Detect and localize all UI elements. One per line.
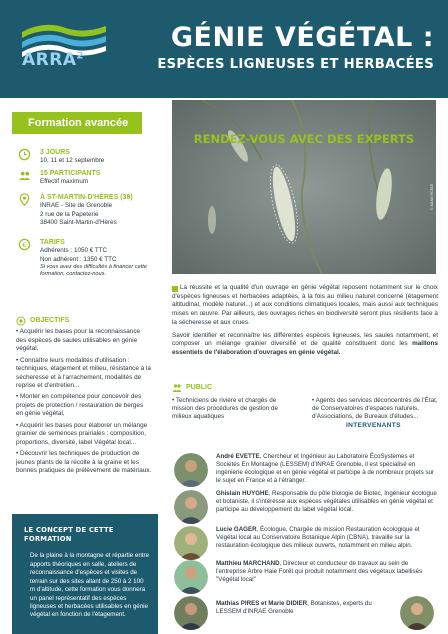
dates-block	[18, 148, 158, 166]
public-section	[172, 383, 438, 421]
avatar	[174, 453, 208, 487]
person-card	[170, 490, 440, 524]
person-name: Lucie GAGER	[216, 526, 257, 533]
willow-catkin-photo	[172, 100, 436, 274]
people-icon	[172, 383, 182, 393]
person-desc: , Responsable du pôle biologie de Biotec, Ingénieur écologue et botaniste, il s'intéresse aux espèces végétales utilisables en génie végétal et participe au développement du label végétal local.	[216, 490, 437, 514]
public-right: • Agents des services déconcentrés de l'État, de Conservatoires d'espaces naturels, d'Associations, de Bureaux d'études...	[312, 397, 438, 421]
objectives-title: OBJECTIFS	[16, 316, 152, 325]
participants-title: 15 PARTICIPANTS	[40, 170, 101, 177]
photo-caption: RENDEZ-VOUS AVEC DES EXPERTS	[193, 132, 415, 146]
location-block	[18, 193, 158, 227]
location-line: 2 rue de la Papeterie	[40, 210, 99, 218]
objectives-section	[16, 316, 152, 475]
dates-title: 3 JOURS	[40, 149, 70, 156]
objective-item: • Acquérir les bases pour la reconnaissance des espèces de saules utilisables en génie végétal,	[16, 328, 141, 353]
public-left: • Techniciens de rivière et chargés de mission des procédures de gestion de milieux aquatiques	[172, 397, 279, 421]
person-desc: , Chercheur et Ingénieur au Laboratoire ÉcoSystèmes et Sociétés En Montagne (LESSEM) d'INRAE Grenoble, il est spécialisé en ingénierie écologique et en génie végétal et participe à de nombreux projets sur le sujet en France et à l'étranger.	[216, 453, 435, 485]
person-name: Mathias PIRES et Marie DIDIER	[216, 600, 308, 607]
tarifs-title: TARIFS	[40, 239, 65, 246]
logo-text: ARRA$^2$	[22, 50, 84, 70]
tarif-line: Non adhérent : 1350 € TTC	[40, 255, 117, 263]
tarif-line: Adhérents : 1050 € TTC	[40, 247, 108, 255]
arra-logo-icon	[14, 18, 114, 80]
objective-item: • Monter en compétence pour concevoir des projets de protection / restauration de berges en génie végétal,	[16, 393, 144, 418]
photo-credit: © ADAM ROELE	[430, 183, 434, 210]
concept-text: De la plaine à la montagne et répartie entre apports théoriques en salle, ateliers de reconnaissance d'espèces et visites de terrain sur des sites allant de 250 à 2 100 m d'altitude, cette formation vous donnera un panel représentatif des espèces ligneuses et herbacées utilisables en génie végétal en fonction de l'étagement.	[30, 552, 150, 619]
objective-item: • Découvrir les techniques de production de jeunes plants de la récolte à la graine et les bonnes pratiques de prélèvement de matériaux.	[16, 450, 152, 475]
person-card	[170, 526, 440, 560]
dates-text: 10, 11 et 12 septembre	[40, 157, 105, 165]
intro-paragraph-2-bold: maillons essentiels de l'élaboration d'ouvrages en génie végétal.	[172, 340, 438, 356]
participants-text: Effectif maximum	[40, 178, 89, 186]
avatar	[174, 526, 208, 560]
bullet-square-icon	[172, 286, 178, 292]
location-line: INRAE - Site de Grenoble	[40, 202, 113, 210]
avatar	[174, 490, 208, 524]
person-desc: , Écologue, Chargée de mission Restauration écologique et Végétal local au Conservatoire Botanique Alpin (CBNA), travaille sur la restauration écologique des milieux ouverts, notamment en milieu alpin.	[216, 526, 420, 550]
svg-text:€: €	[22, 240, 27, 249]
avatar	[174, 560, 208, 594]
intro-paragraph-2: Savoir identifier et reconnaître les différentes espèces ligneuses, les saules notamment, et composer un mélange grainier diversifié et de qualité constituent donc les	[172, 331, 438, 348]
concept-title: LE CONCEPT DE CETTE FORMATION	[24, 526, 114, 544]
intervenants-title: INTERVENANTS	[346, 422, 401, 429]
public-title: PUBLIC	[172, 383, 438, 392]
objective-item: • Connaître leurs modalités d'utilisation : techniques, étagement et milieu, résistance à la sécheresse et à l'arrachement, modalités de reprise et d'entretien...	[16, 356, 151, 389]
objective-item: • Acquérir les bases pour élaborer un mélange grainier de semences prairiales : composition, proportions, diversité, label Végétal local...	[16, 421, 148, 446]
person-desc: , Botanistes, experts du LESSEM d'INRAE Grenoble	[216, 600, 372, 616]
intro-paragraph-1: La réussite et la qualité d'un ouvrage en génie végétal reposent notamment sur le choix d'espèces ligneuses et herbacées adaptées, à la fois au milieu naturel concerné (étagement altitudinal, modèle naturel...) et aux conditions climatiques locales, mais aussi aux techniques mises en œuvre. Par ailleurs, des ouvrages riches en biodiversité seront plus résilients face à la sécheresse et aux crues.	[172, 284, 438, 326]
location-title: À ST-MARTIN-D'HÈRES (38)	[40, 194, 133, 201]
person-name: Ghislain HUYGHE	[216, 490, 269, 497]
clock-icon	[18, 148, 31, 161]
person-name: Matthieu MARCHAND	[216, 560, 280, 567]
participants-block	[18, 169, 158, 187]
person-name: André EVETTE	[216, 453, 260, 460]
target-icon	[16, 316, 26, 326]
location-line: 38400 Saint-Martin-d'Hères	[40, 218, 117, 226]
formation-badge: Formation avancée	[12, 112, 142, 134]
euro-icon	[18, 238, 31, 251]
person-desc: , Directeur et conducteur de travaux au sein de l'entreprise Arbre Haie Forêt qui produit notamment des végétaux labellisés "Végétal local"	[216, 560, 423, 584]
tarifs-block	[18, 238, 158, 279]
page-title: GÉNIE VÉGÉTAL :	[170, 22, 434, 53]
location-pin-icon	[18, 193, 31, 206]
person-card	[170, 560, 440, 594]
intro-text	[172, 284, 438, 358]
page-subtitle: ESPÈCES LIGNEUSES ET HERBACÉES	[157, 57, 434, 72]
concept-box	[12, 514, 158, 634]
avatar	[174, 596, 208, 630]
avatar	[400, 596, 434, 630]
page-header	[0, 0, 448, 98]
tarif-note: Si vous avez des difficultés à financer cette formation, contactez-nous.	[40, 263, 147, 278]
people-icon	[18, 169, 31, 182]
person-card	[170, 453, 440, 487]
